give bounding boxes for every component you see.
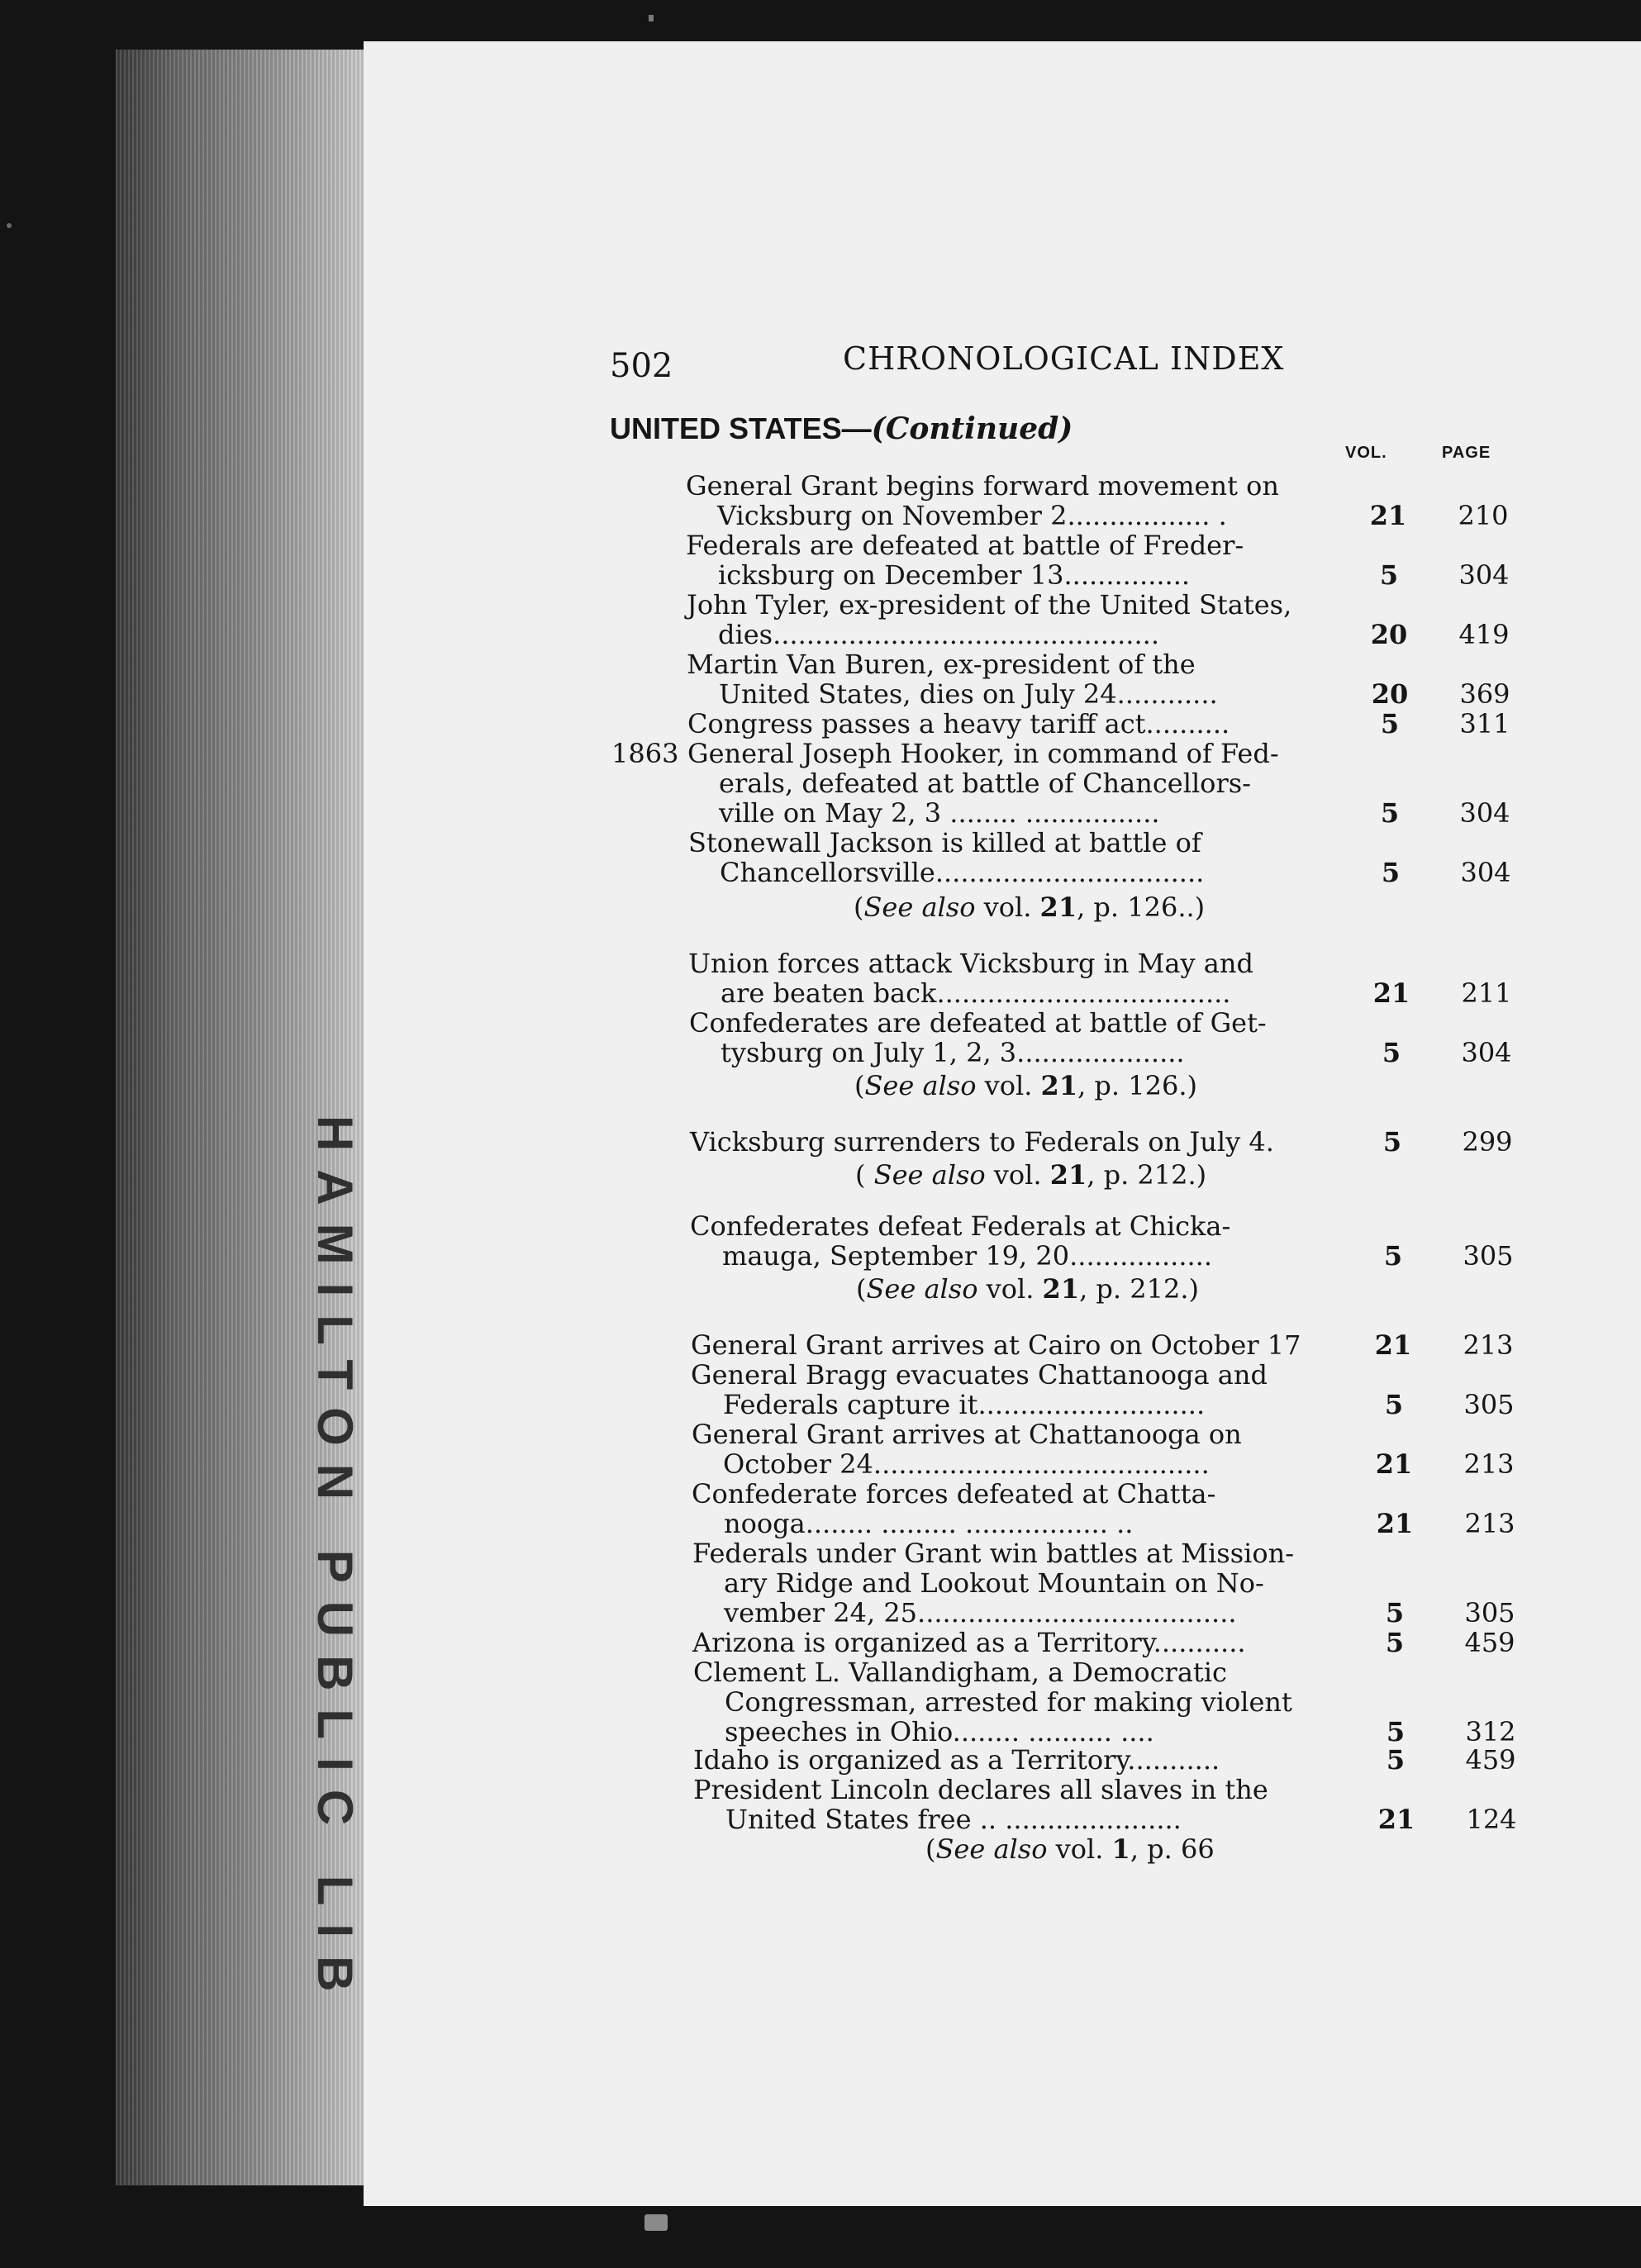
entry-page: 304 xyxy=(1458,559,1510,591)
see-also-mid: vol. xyxy=(977,1273,1043,1305)
see-also-note xyxy=(856,1274,1199,1304)
entry-vol: 5 xyxy=(1379,559,1399,591)
see-also-mid: vol. xyxy=(976,1070,1041,1101)
entry-vol: 5 xyxy=(1383,1240,1403,1272)
entry-page: 459 xyxy=(1464,1627,1515,1658)
entry-line: are beaten back................................... xyxy=(721,977,1231,1009)
see-also-mid: vol. xyxy=(1047,1833,1112,1865)
entry-page: 210 xyxy=(1458,500,1509,531)
page-number: 502 xyxy=(610,347,673,385)
see-also-italic: See also xyxy=(863,892,976,923)
entry-vol: 5 xyxy=(1380,708,1400,739)
book-spine xyxy=(116,50,380,2185)
see-also-italic: See also xyxy=(864,1070,977,1101)
entry-year: 1863 xyxy=(611,738,679,769)
entry-page: 459 xyxy=(1465,1744,1516,1776)
entry-line: Confederates are defeated at battle of Get- xyxy=(689,1007,1267,1039)
entry-line: Chancellorsville................................ xyxy=(720,857,1205,888)
see-also-mid: vol. xyxy=(985,1159,1050,1191)
entry-vol: 5 xyxy=(1386,1744,1406,1776)
entry-line: Congressman, arrested for making violent xyxy=(725,1686,1292,1718)
section-name: UNITED STATES— xyxy=(610,411,872,445)
see-also-suffix: , p. 212.) xyxy=(1087,1159,1207,1191)
entry-vol: 5 xyxy=(1381,857,1401,888)
see-also-suffix: , p. 126.) xyxy=(1077,1070,1197,1101)
entry-vol: 21 xyxy=(1377,1804,1415,1835)
entry-page: 305 xyxy=(1464,1597,1515,1628)
entry-vol: 5 xyxy=(1380,797,1400,829)
entry-page: 312 xyxy=(1465,1716,1516,1747)
see-also-prefix: ( xyxy=(854,892,864,923)
scan-artifact xyxy=(645,2214,668,2231)
entry-line: icksburg on December 13............... xyxy=(718,559,1191,591)
entry-line: Federals are defeated at battle of Freder- xyxy=(686,530,1244,561)
entry-line: Vicksburg on November 2................. . xyxy=(717,500,1227,531)
entry-line: United States free .. ..................... xyxy=(725,1804,1182,1835)
entry-line: Idaho is organized as a Territory........... xyxy=(693,1744,1220,1776)
spine-title: HAMILTON PUBLIC LIB xyxy=(307,1115,363,2010)
entry-vol: 21 xyxy=(1374,1329,1412,1361)
entry-page: 419 xyxy=(1458,619,1510,650)
entry-line: President Lincoln declares all slaves in the xyxy=(693,1774,1268,1805)
entry-line: erals, defeated at battle of Chancellors- xyxy=(719,768,1251,799)
entry-line: Clement L. Vallandigham, a Democratic xyxy=(693,1657,1227,1688)
entry-page: 211 xyxy=(1461,977,1512,1009)
section-heading xyxy=(610,411,1073,446)
entry-line: Vicksburg surrenders to Federals on July 4. xyxy=(690,1126,1274,1158)
section-continued: (Continued) xyxy=(871,411,1073,446)
entry-line: Confederates defeat Federals at Chicka- xyxy=(690,1210,1231,1242)
entry-line: United States, dies on July 24............ xyxy=(719,678,1218,710)
see-also-italic: See also xyxy=(935,1833,1048,1865)
see-also-suffix: , p. 66 xyxy=(1130,1833,1215,1865)
see-also-mid: vol. xyxy=(975,892,1040,923)
entry-vol: 21 xyxy=(1369,500,1407,531)
see-also-note xyxy=(855,1160,1206,1190)
entry-page: 305 xyxy=(1463,1240,1514,1272)
entry-page: 305 xyxy=(1463,1389,1515,1420)
entry-line: mauga, September 19, 20................. xyxy=(722,1240,1213,1272)
entry-page: 213 xyxy=(1463,1329,1514,1361)
entry-vol: 5 xyxy=(1385,1597,1405,1628)
entry-line: General Grant arrives at Cairo on October 17 xyxy=(691,1329,1301,1361)
see-also-note xyxy=(925,1834,1215,1864)
see-also-prefix: ( xyxy=(925,1833,936,1865)
entry-line: Congress passes a heavy tariff act.......... xyxy=(687,708,1230,739)
entry-vol: 5 xyxy=(1385,1627,1405,1658)
entry-line: General Grant begins forward movement on xyxy=(686,470,1279,502)
entry-line: Federals under Grant win battles at Mission- xyxy=(692,1538,1295,1569)
entry-vol: 21 xyxy=(1375,1448,1413,1480)
entry-line: October 24........................................ xyxy=(723,1448,1210,1480)
see-also-bold: 21 xyxy=(1042,1273,1080,1305)
entry-vol: 5 xyxy=(1382,1126,1402,1158)
entry-line: Federals capture it........................... xyxy=(723,1389,1206,1420)
entry-vol: 5 xyxy=(1384,1389,1404,1420)
see-also-prefix: ( xyxy=(856,1273,867,1305)
entry-page: 299 xyxy=(1462,1126,1513,1158)
entry-line: General Grant arrives at Chattanooga on xyxy=(692,1419,1242,1450)
entry-line: General Bragg evacuates Chattanooga and xyxy=(691,1359,1268,1391)
entry-vol: 21 xyxy=(1372,977,1410,1009)
see-also-suffix: , p. 126..) xyxy=(1077,892,1206,923)
entry-line: Martin Van Buren, ex-president of the xyxy=(687,649,1196,680)
entry-line: Arizona is organized as a Territory........... xyxy=(692,1627,1246,1658)
see-also-prefix: ( xyxy=(855,1159,874,1191)
entry-line: General Joseph Hooker, in command of Fed- xyxy=(687,738,1279,769)
entry-page: 304 xyxy=(1461,1037,1512,1068)
see-also-note xyxy=(854,892,1205,922)
scan-artifact xyxy=(649,15,654,21)
entry-line: tysburg on July 1, 2, 3.................... xyxy=(721,1037,1185,1068)
entry-line: ville on May 2, 3 ........ ................ xyxy=(719,797,1160,829)
entry-vol: 20 xyxy=(1370,619,1408,650)
entry-line: ary Ridge and Lookout Mountain on No- xyxy=(724,1567,1264,1599)
scan-artifact xyxy=(7,223,12,228)
entry-vol: 21 xyxy=(1376,1508,1414,1539)
see-also-italic: See also xyxy=(866,1273,978,1305)
column-header-vol: VOL. xyxy=(1345,444,1387,462)
entry-line: dies.............................................. xyxy=(718,619,1159,650)
see-also-note xyxy=(854,1071,1197,1101)
entry-page: 213 xyxy=(1463,1448,1515,1480)
entry-line: nooga........ ......... ................. .. xyxy=(724,1508,1134,1539)
entry-page: 304 xyxy=(1459,797,1510,829)
see-also-bold: 21 xyxy=(1039,892,1077,923)
entry-line: Union forces attack Vicksburg in May and xyxy=(688,948,1253,979)
running-head: CHRONOLOGICAL INDEX xyxy=(843,340,1285,377)
column-header-page: PAGE xyxy=(1442,444,1491,462)
entry-page: 213 xyxy=(1464,1508,1515,1539)
entry-line: Stonewall Jackson is killed at battle of xyxy=(688,827,1201,858)
see-also-bold: 1 xyxy=(1111,1833,1130,1865)
entry-page: 304 xyxy=(1460,857,1511,888)
see-also-suffix: , p. 212.) xyxy=(1079,1273,1199,1305)
entry-vol: 20 xyxy=(1371,678,1409,710)
see-also-prefix: ( xyxy=(854,1070,865,1101)
see-also-bold: 21 xyxy=(1040,1070,1078,1101)
see-also-bold: 21 xyxy=(1049,1159,1087,1191)
entry-vol: 5 xyxy=(1386,1716,1406,1747)
see-also-italic: See also xyxy=(873,1159,986,1191)
entry-line: speeches in Ohio........ .......... .... xyxy=(725,1716,1154,1747)
entry-page: 369 xyxy=(1459,678,1510,710)
entry-line: Confederate forces defeated at Chatta- xyxy=(692,1478,1216,1510)
entry-vol: 5 xyxy=(1382,1037,1401,1068)
entry-page: 124 xyxy=(1466,1804,1517,1835)
entry-line: vember 24, 25...................................... xyxy=(724,1597,1237,1628)
entry-page: 311 xyxy=(1459,708,1510,739)
entry-line: John Tyler, ex-president of the United States, xyxy=(687,589,1292,620)
